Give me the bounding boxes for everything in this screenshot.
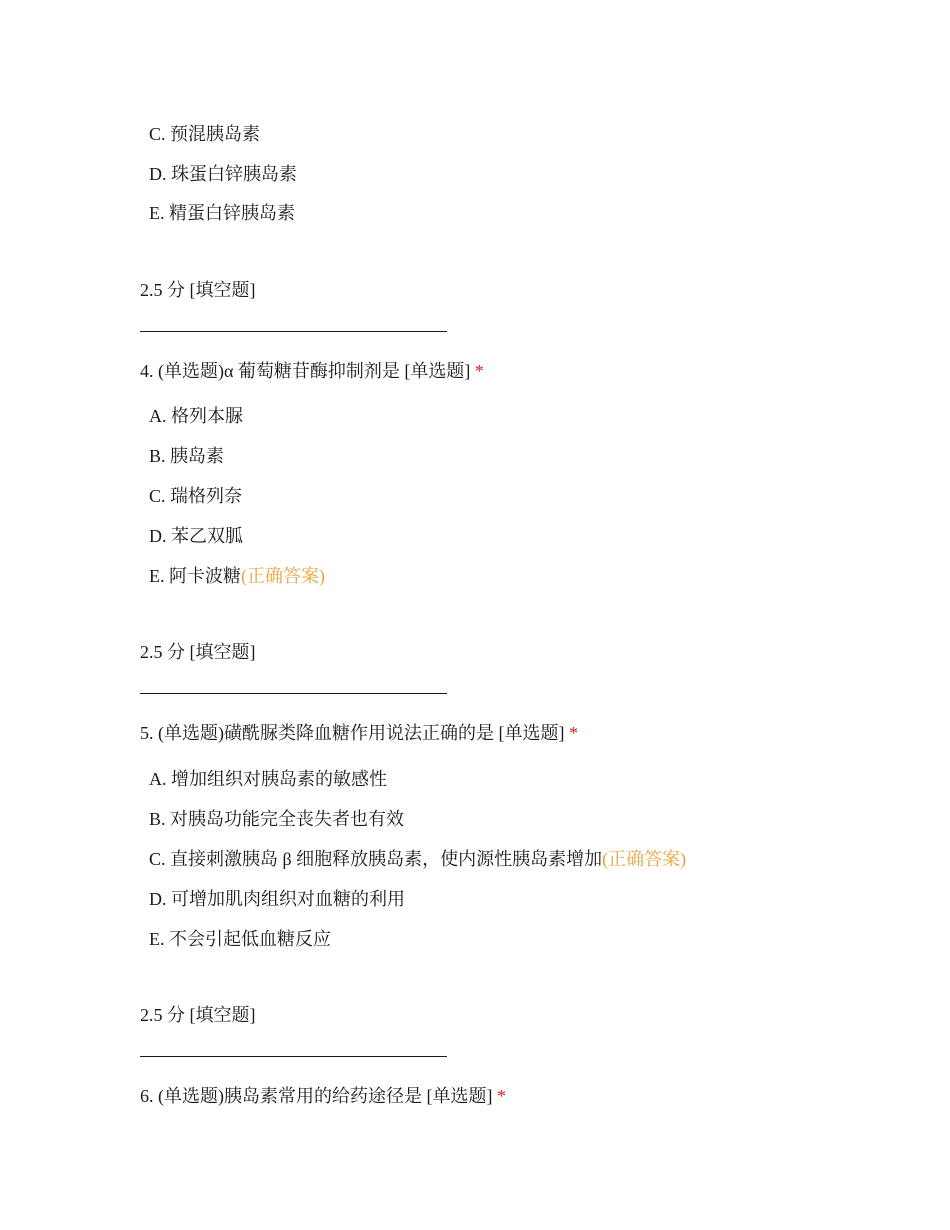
option-label: E. 精蛋白锌胰岛素: [149, 203, 295, 223]
q3-option-c: [149, 122, 260, 146]
q4-option-a[interactable]: [149, 404, 243, 428]
option-label: C. 直接刺激胰岛 β 细胞释放胰岛素，使内源性胰岛素增加: [149, 849, 603, 869]
fill-blank-line-1[interactable]: [140, 331, 447, 332]
question-title-text: 6. (单选题)胰岛素常用的给药途径是 [单选题]: [140, 1086, 493, 1106]
option-label: A. 格列本脲: [149, 406, 243, 426]
option-label: D. 苯乙双胍: [149, 526, 243, 546]
required-mark: *: [474, 361, 484, 381]
score-label-3: 2.5 分 [填空题]: [140, 1005, 256, 1025]
option-label: D. 珠蛋白锌胰岛素: [149, 164, 297, 184]
q4-option-e[interactable]: [149, 564, 325, 588]
option-label: D. 可增加肌肉组织对血糖的利用: [149, 889, 405, 909]
q3-option-e: [149, 201, 295, 225]
q5-option-a[interactable]: [149, 767, 387, 791]
q3-option-d: [149, 162, 297, 186]
option-label: B. 对胰岛功能完全丧失者也有效: [149, 809, 405, 829]
correct-answer-tag: (正确答案): [602, 849, 687, 869]
score-label-2: 2.5 分 [填空题]: [140, 642, 256, 662]
option-label: C. 瑞格列奈: [149, 486, 243, 506]
fill-blank-line-3[interactable]: [140, 1056, 447, 1057]
question-title-text: 5. (单选题)磺酰脲类降血糖作用说法正确的是 [单选题]: [140, 723, 565, 743]
option-label: E. 阿卡波糖: [149, 566, 241, 586]
question-4-title: [140, 359, 484, 383]
required-mark: *: [568, 723, 578, 743]
q4-option-b[interactable]: [149, 444, 224, 468]
question-title-text: 4. (单选题)α 葡萄糖苷酶抑制剂是 [单选题]: [140, 361, 471, 381]
question-6-title: [140, 1084, 506, 1108]
question-5-title: [140, 721, 578, 745]
q5-option-d[interactable]: [149, 887, 405, 911]
correct-answer-tag: (正确答案): [241, 566, 325, 586]
option-label: C. 预混胰岛素: [149, 124, 261, 144]
score-label-1: 2.5 分 [填空题]: [140, 280, 256, 300]
q5-option-c[interactable]: [149, 847, 686, 871]
q5-option-b[interactable]: [149, 807, 404, 831]
q5-option-e[interactable]: [149, 927, 331, 951]
fill-blank-line-2[interactable]: [140, 693, 447, 694]
required-mark: *: [496, 1086, 506, 1106]
option-label: A. 增加组织对胰岛素的敏感性: [149, 769, 387, 789]
option-label: E. 不会引起低血糖反应: [149, 929, 331, 949]
q4-option-d[interactable]: [149, 524, 243, 548]
q4-option-c[interactable]: [149, 484, 242, 508]
option-label: B. 胰岛素: [149, 446, 225, 466]
